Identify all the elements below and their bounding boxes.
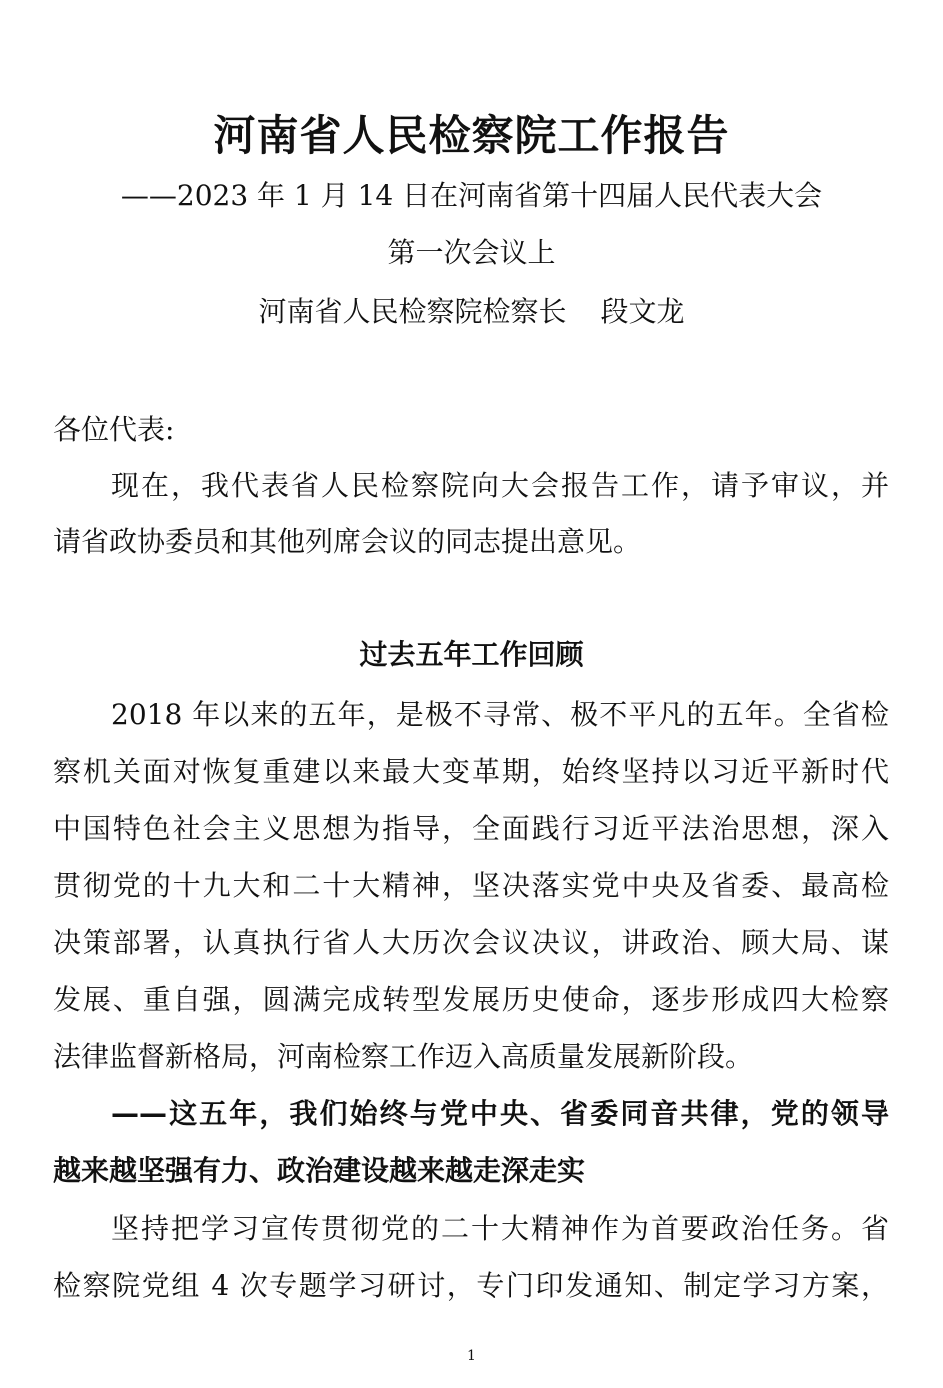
page-number: 1 xyxy=(467,1348,476,1364)
study-line: 坚持把学习宣传贯彻党的二十大精神作为首要政治任务。省 xyxy=(111,1212,889,1245)
subtitle-line-2: 第一次会议上 xyxy=(387,236,556,269)
byline xyxy=(0,292,943,332)
intro-line: 请省政协委员和其他列席会议的同志提出意见。 xyxy=(53,525,642,558)
byline-name: 段文龙 xyxy=(600,295,685,328)
subtitle-line-1: ——2023 年 1 月 14 日在河南省第十四届人民代表大会 xyxy=(120,179,823,212)
document-title: 河南省人民检察院工作报告 xyxy=(213,111,730,160)
review-line: 贯彻党的十九大和二十大精神，坚决落实党中央及省委、最高检 xyxy=(53,869,889,902)
review-line: 决策部署，认真执行省人大历次会议决议，讲政治、顾大局、谋 xyxy=(53,926,889,959)
subheading-line: 越来越坚强有力、政治建设越来越走深走实 xyxy=(53,1154,586,1187)
review-line: 发展、重自强，圆满完成转型发展历史使命，逐步形成四大检察 xyxy=(53,983,889,1016)
review-line: 法律监督新格局，河南检察工作迈入高质量发展新阶段。 xyxy=(53,1040,754,1073)
salutation: 各位代表: xyxy=(53,413,175,446)
review-line: 2018 年以来的五年，是极不寻常、极不平凡的五年。全省检 xyxy=(111,698,889,731)
intro-line: 现在，我代表省人民检察院向大会报告工作，请予审议，并 xyxy=(111,469,889,502)
review-line: 中国特色社会主义思想为指导，全面践行习近平法治思想，深入 xyxy=(53,812,889,845)
section-heading: 过去五年工作回顾 xyxy=(359,638,584,671)
byline-position: 河南省人民检察院检察长 xyxy=(258,295,567,328)
study-line: 检察院党组 4 次专题学习研讨，专门印发通知、制定学习方案， xyxy=(53,1269,889,1302)
review-line: 察机关面对恢复重建以来最大变革期，始终坚持以习近平新时代 xyxy=(53,755,889,788)
subheading-line: ——这五年，我们始终与党中央、省委同音共律，党的领导 xyxy=(111,1097,889,1130)
